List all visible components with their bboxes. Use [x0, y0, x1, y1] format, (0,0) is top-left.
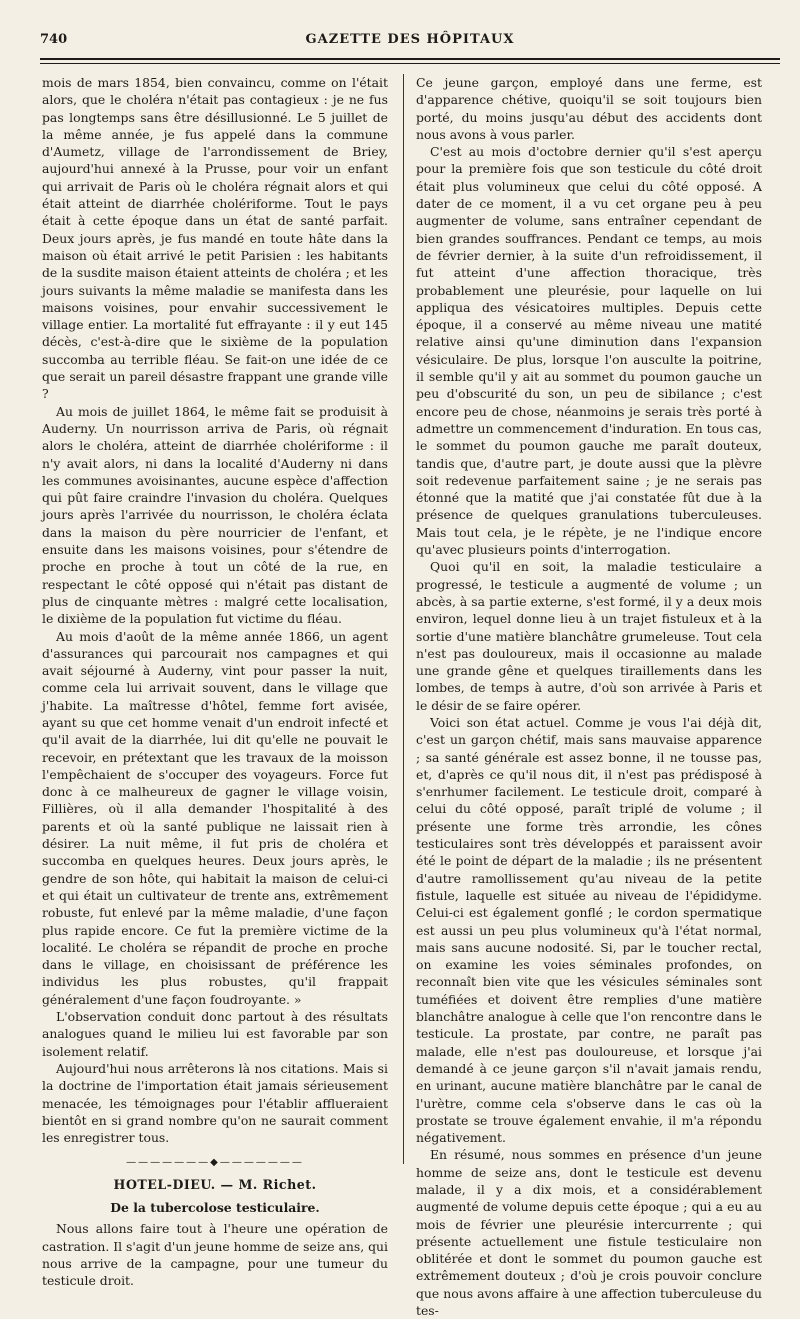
header-rule-thin — [40, 63, 780, 64]
header-rule-thick — [40, 58, 780, 60]
right-paragraph-3: Quoi qu'il en soit, la maladie testiculaire a progressé, le testicule a augmenté de volume ; un abcès, à sa partie externe, s'est formé, il y a deux mois environ, lequel donne lieu à un trajet fistuleux et à la sortie d'une matière blanchâtre grumeleuse. Tout cela n'est pas douloureux, mais il occasionne au malade une grande gêne et quelques tiraillements dans les lombes, de temps à autre, d'où son arrivée à Paris et le désir de se faire opérer. — [416, 559, 762, 713]
right-paragraph-2: C'est au mois d'octobre dernier qu'il s'est aperçu pour la première fois que son testicule du côté droit était plus volumineux que celui du côté opposé. A dater de ce moment, il a vu cet organe peu à peu augmenter de volume, sans entraîner cependant de bien grandes souffrances. Pendant ce temps, au mois de février dernier, à la suite d'un refroidissement, il fut atteint d'une affection thoracique, très probablement une pleurésie, pour laquelle on lui appliqua des vésicatoires multiples. Depuis cette époque, il a conservé au même niveau une matité relative ainsi qu'une diminution dans l'expansion vésiculaire. De plus, lorsque l'on ausculte la poitrine, il semble qu'il y ait au sommet du poumon gauche un peu d'obscurité du son, un peu de sibilance ; c'est encore peu de chose, néanmoins je serais très porté à admettre un commencement d'induration. En tous cas, le sommet du poumon gauche me paraît douteux, tandis que, d'autre part, je doute aussi que la plèvre soit redevenue parfaitement saine ; je ne serais pas étonné que la matité que j'ai constatée fût due à la présence de quelques granulations tuberculeuses. Mais tout cela, je le répète, je ne l'indique encore qu'avec plusieurs points d'interrogation. — [416, 144, 762, 558]
page-number: 740 — [40, 32, 68, 47]
right-paragraph-5: En résumé, nous sommes en présence d'un jeune homme de seize ans, dont le testicule est devenu malade, il y a dix mois, et a considérablement augmenté de volume depuis cette époque ; qui a eu au mois de février une pleurésie intercurrente ; qui présente actuellement une fistule testiculaire non oblitérée et dont le sommet du poumon gauche est extrêmement douteux ; d'où je crois pouvoir conclure que nous avons affaire à une affection tuberculeuse du tes- — [416, 1147, 762, 1319]
column-divider — [403, 74, 404, 1164]
running-head: GAZETTE DES HÔPITAUX — [305, 32, 515, 47]
right-column — [416, 74, 762, 1319]
right-paragraph-1: Ce jeune garçon, employé dans une ferme, est d'apparence chétive, quoiqu'il se soit toujours bien porté, du moins jusqu'au début des accidents dont nous avons à vous parler. — [416, 75, 762, 142]
left-paragraph-5: Aujourd'hui nous arrêterons là nos citations. Mais si la doctrine de l'importation était jamais sérieusement menacée, les témoignages pour l'établir afflueraient bientôt en si grand nombre qu'on ne saurait comment les enregistrer tous. — [42, 1060, 388, 1146]
section-subtitle: De la tubercolose testiculaire. — [110, 1200, 320, 1215]
left-paragraph-2: Au mois de juillet 1864, le même fait se produisit à Auderny. Un nourrisson arriva de Paris, où régnait alors le choléra, atteint de diarrhée cholériforme : il n'y avait alors, ni dans la localité d'Auderny ni dans les communes avoisinantes, aucune espèce d'affection qui pût faire craindre l'invasion du choléra. Quelques jours après l'arrivée du nourrisson, le choléra éclata dans la maison du père nourricier de l'enfant, et ensuite dans les maisons voisines, pour s'étendre de proche en proche à tout un côté de la rue, en respectant le côté opposé qui n'était pas distant de plus de cinquante mètres : malgré cette localisation, le dixième de la population fut victime du fléau. — [42, 403, 388, 627]
page-header — [40, 32, 780, 54]
left-paragraph-3: Au mois d'août de la même année 1866, un agent d'assurances qui parcourait nos campagnes et qui avait séjourné à Auderny, vint pour passer la nuit, comme cela lui arrivait souvent, dans le village que j'habite. La maîtresse d'hôtel, femme fort avisée, ayant su que cet homme venait d'un endroit infecté et qu'il avait de la diarrhée, lui dit qu'elle ne pouvait le recevoir, en prétextant que les travaux de la moisson l'empêchaient de s'occuper des voyageurs. Force fut donc à ce malheureux de gagner le village voisin, Fillières, où il alla demander l'hospitalité à des parents et où la santé publique ne laissait rien à désirer. La nuit même, il fut pris de choléra et succomba en quelques heures. Deux jours après, le gendre de son hôte, qui habitait la maison de celui-ci et qui était un cultivateur de trente ans, extrêmement robuste, fut enlevé par la même maladie, d'une façon plus rapide encore. Ce fut la première victime de la localité. Le choléra se répandit de proche en proche dans le village, en choisissant de préférence les individus les plus robustes, qu'il frappait généralement d'une façon foudroyante. » — [42, 628, 388, 1007]
section-title: HOTEL-DIEU. — M. Richet. — [113, 1176, 317, 1192]
right-paragraph-4: Voici son état actuel. Comme je vous l'ai déjà dit, c'est un garçon chétif, mais sans mauvaise apparence ; sa santé générale est assez bonne, il ne tousse pas, et, d'après ce qu'il nous dit, il n'est pas prédisposé à s'enrhumer facilement. Le testicule droit, comparé à celui du côté opposé, paraît triplé de volume ; il présente une forme très arrondie, les cônes testiculaires sont très développés et paraissent avoir été le point de départ de la maladie ; ils ne présentent d'autre ramollissement qu'au niveau de la petite fistule, laquelle est située au niveau de l'épididyme. Celui-ci est également gonflé ; le cordon spermatique est aussi un peu plus volumineux qu'à l'état normal, mais sans aucune nodosité. Si, par le toucher rectal, on examine les voies séminales profondes, on reconnaît bien vite que les vésicules séminales sont tuméfiées et doivent être remplies d'une matière blanchâtre analogue à celle que l'on rencontre dans le testicule. La prostate, par contre, ne paraît pas malade, elle n'est pas douloureuse, et lorsque j'ai demandé à ce jeune garçon s'il n'avait jamais rendu, en urinant, aucune matière blanchâtre par le canal de l'urètre, comme cela s'observe dans le cas où la prostate se trouve également envahie, il m'a répondu négativement. — [416, 714, 762, 1146]
left-column — [42, 74, 388, 1289]
left-paragraph-1: mois de mars 1854, bien convaincu, comme on l'était alors, que le choléra n'était pas contagieux : je ne fus pas longtemps sans être désillusionné. Le 5 juillet de la même année, je fus appelé dans la commune d'Aumetz, village de l'arrondissement de Briey, aujourd'hui annexé à la Prusse, pour voir un enfant qui arrivait de Paris où le choléra régnait alors et qui était atteint de diarrhée cholériforme. Tout le pays était à cette époque dans un état de santé parfait. Deux jours après, je fus mandé en toute hâte dans la maison où était arrivé le petit Parisien : les habitants de la susdite maison étaient atteints de choléra ; et les jours suivants la même maladie se manifesta dans les maisons voisines, pour envahir successivement le village entier. La mortalité fut effrayante : il y eut 145 décès, c'est-à-dire que le sixième de la population succomba au terrible fléau. Se fait-on une idée de ce que serait un pareil désastre frappant une grande ville ? — [42, 75, 388, 402]
left-paragraph-final: Nous allons faire tout à l'heure une opération de castration. Il s'agit d'un jeune homme de seize ans, qui nous arrive de la campagne, pour une tumeur du testicule droit. — [42, 1221, 388, 1289]
left-paragraph-4: L'observation conduit donc partout à des résultats analogues quand le milieu lui est favorable par son isolement relatif. — [42, 1009, 388, 1059]
section-divider-ornament: ———————◆——————— — [126, 1157, 304, 1169]
